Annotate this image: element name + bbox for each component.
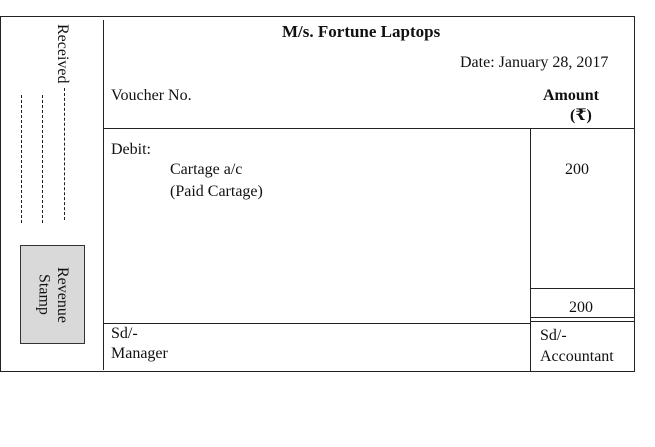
voucher-no-label: Voucher No.: [111, 87, 192, 104]
received-dash-line: [64, 88, 65, 220]
revenue-stamp-label: [34, 267, 71, 323]
account-name: Cartage a/c: [170, 161, 243, 178]
accountant-role: Accountant: [540, 348, 614, 365]
revenue-stamp-line2: Stamp: [35, 274, 53, 315]
revenue-stamp: [20, 245, 85, 344]
side-panel-divider: [103, 20, 104, 370]
revenue-stamp-line1: Revenue: [53, 266, 71, 323]
narration: (Paid Cartage): [170, 183, 263, 200]
entry-amount: 200: [565, 161, 589, 178]
voucher-date: Date: January 28, 2017: [460, 54, 609, 71]
accountant-sign: Sd/-: [540, 327, 567, 344]
amount-column-divider: [530, 129, 531, 372]
total-double-rule-2: [530, 321, 635, 322]
manager-sign: Sd/-: [111, 325, 138, 342]
header-rule: [103, 128, 635, 129]
total-top-rule: [530, 288, 635, 289]
amount-header: Amount: [543, 87, 600, 104]
received-label: Received: [54, 24, 71, 84]
signature-dash-line-1: [21, 95, 22, 223]
firm-name: M/s. Fortune Laptops: [282, 22, 441, 41]
debit-label: Debit:: [111, 141, 151, 158]
signature-rule: [103, 323, 531, 324]
manager-role: Manager: [111, 345, 168, 362]
total-double-rule-1: [530, 317, 635, 318]
signature-dash-line-2: [42, 95, 43, 223]
currency-symbol: (₹): [570, 107, 592, 124]
total-amount: 200: [569, 299, 593, 316]
